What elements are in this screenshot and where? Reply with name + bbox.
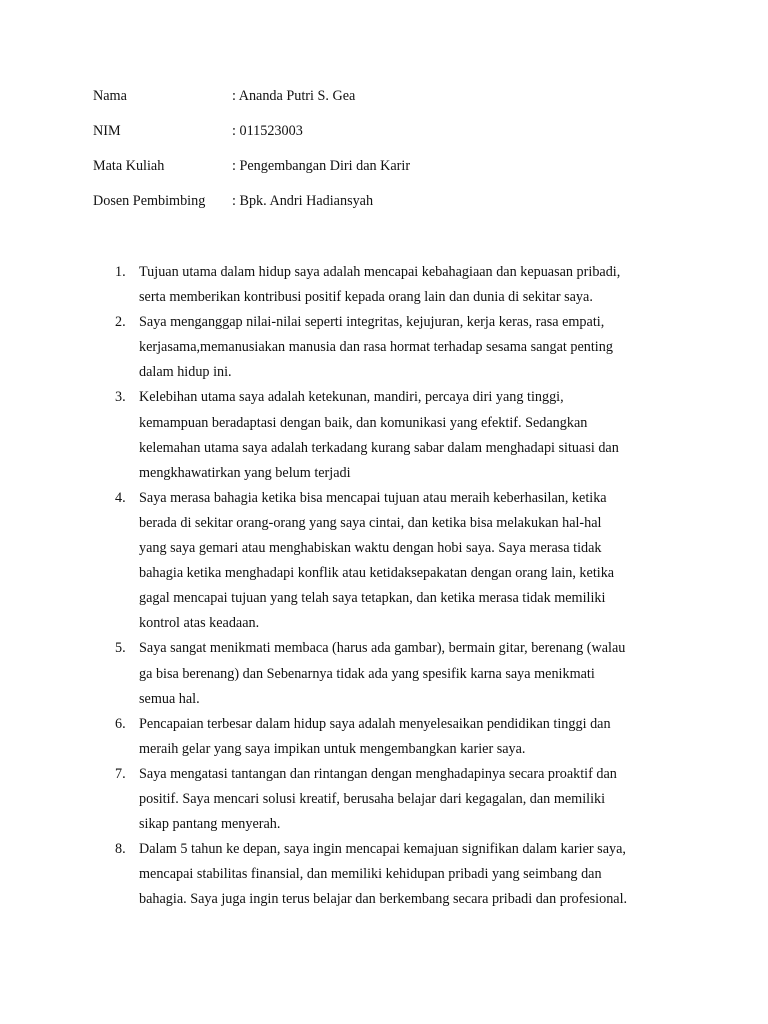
answer-line: kerjasama,memanusiakan manusia dan rasa hormat terhadap sesama sangat penting <box>139 339 613 356</box>
answer-line: Kelebihan utama saya adalah ketekunan, mandiri, percaya diri yang tinggi, <box>139 389 564 406</box>
answer-item-3 <box>115 385 684 485</box>
answer-line: Saya sangat menikmati membaca (harus ada gambar), bermain gitar, berenang (walau <box>139 640 626 657</box>
answer-line: berada di sekitar orang-orang yang saya cintai, dan ketika bisa melakukan hal-hal <box>139 514 602 531</box>
answer-number: 1. <box>115 264 126 280</box>
answer-line: semua hal. <box>139 690 200 707</box>
info-row-nama <box>93 86 410 121</box>
answer-line: gagal mencapai tujuan yang telah saya tetapkan, dan ketika merasa tidak memiliki <box>139 590 606 607</box>
answer-line: Saya mengatasi tantangan dan rintangan dengan menghadapinya secara proaktif dan <box>139 765 617 782</box>
answer-item-4 <box>115 486 684 637</box>
answer-line: dalam hidup ini. <box>139 364 232 381</box>
answer-item-6 <box>115 712 684 762</box>
answer-line: kemampuan beradaptasi dengan baik, dan komunikasi yang efektif. Sedangkan <box>139 414 588 431</box>
info-value-nama: : Ananda Putri S. Gea <box>232 88 356 104</box>
answer-line: bahagia. Saya juga ingin terus belajar dan berkembang secara pribadi dan profesional. <box>139 891 628 908</box>
info-label-nama: Nama <box>93 88 127 104</box>
answer-line: Pencapaian terbesar dalam hidup saya adalah menyelesaikan pendidikan tinggi dan <box>139 715 611 732</box>
student-info <box>93 86 410 226</box>
answer-item-2 <box>115 310 684 385</box>
info-value-nim: : 011523003 <box>232 123 303 139</box>
info-value-dosen: : Bpk. Andri Hadiansyah <box>232 193 374 209</box>
answer-item-8 <box>115 837 684 912</box>
answer-item-1 <box>115 260 684 310</box>
answer-line: kelemahan utama saya adalah terkadang kurang sabar dalam menghadapi situasi dan <box>139 439 619 456</box>
answer-number: 4. <box>115 489 126 506</box>
info-value-mata-kuliah: : Pengembangan Diri dan Karir <box>232 158 411 174</box>
answer-line: positif. Saya mencari solusi kreatif, berusaha belajar dari kegagalan, dan memiliki <box>139 790 606 807</box>
answer-line: bahagia ketika menghadapi konflik atau ketidaksepakatan dengan orang lain, ketika <box>139 565 615 582</box>
answer-line: Dalam 5 tahun ke depan, saya ingin mencapai kemajuan signifikan dalam karier saya, <box>139 841 626 858</box>
answer-line: sikap pantang menyerah. <box>139 816 281 833</box>
answer-line: Tujuan utama dalam hidup saya adalah mencapai kebahagiaan dan kepuasan pribadi, <box>139 264 621 280</box>
info-row-dosen <box>93 191 410 226</box>
info-row-mata-kuliah <box>93 156 410 191</box>
answer-number: 3. <box>115 389 126 406</box>
answer-number: 6. <box>115 715 126 732</box>
answer-number: 8. <box>115 841 126 858</box>
answer-line: serta memberikan kontribusi positif kepada orang lain dan dunia di sekitar saya. <box>139 289 593 306</box>
answer-line: Saya merasa bahagia ketika bisa mencapai tujuan atau meraih keberhasilan, ketika <box>139 489 607 506</box>
answer-item-5 <box>115 636 684 711</box>
answer-item-7 <box>115 762 684 837</box>
info-label-nim: NIM <box>93 123 121 139</box>
info-row-nim <box>93 121 410 156</box>
info-label-mata-kuliah: Mata Kuliah <box>93 158 165 174</box>
answer-number: 5. <box>115 640 126 657</box>
answer-line: kontrol atas keadaan. <box>139 615 260 632</box>
answer-line: mengkhawatirkan yang belum terjadi <box>139 464 351 481</box>
answer-line: mencapai stabilitas finansial, dan memiliki kehidupan pribadi yang seimbang dan <box>139 866 602 883</box>
info-label-dosen: Dosen Pembimbing <box>93 193 206 209</box>
answer-number: 7. <box>115 765 126 782</box>
answer-line: ga bisa berenang) dan Sebenarnya tidak ada yang spesifik karna saya menikmati <box>139 665 595 682</box>
answer-line: meraih gelar yang saya impikan untuk mengembangkan karier saya. <box>139 740 526 757</box>
answer-line: yang saya gemari atau menghabiskan waktu dengan hobi saya. Saya merasa tidak <box>139 540 602 557</box>
answer-list <box>115 260 684 912</box>
answer-line: Saya menganggap nilai-nilai seperti integritas, kejujuran, kerja keras, rasa empati, <box>139 314 605 331</box>
answer-number: 2. <box>115 314 126 331</box>
